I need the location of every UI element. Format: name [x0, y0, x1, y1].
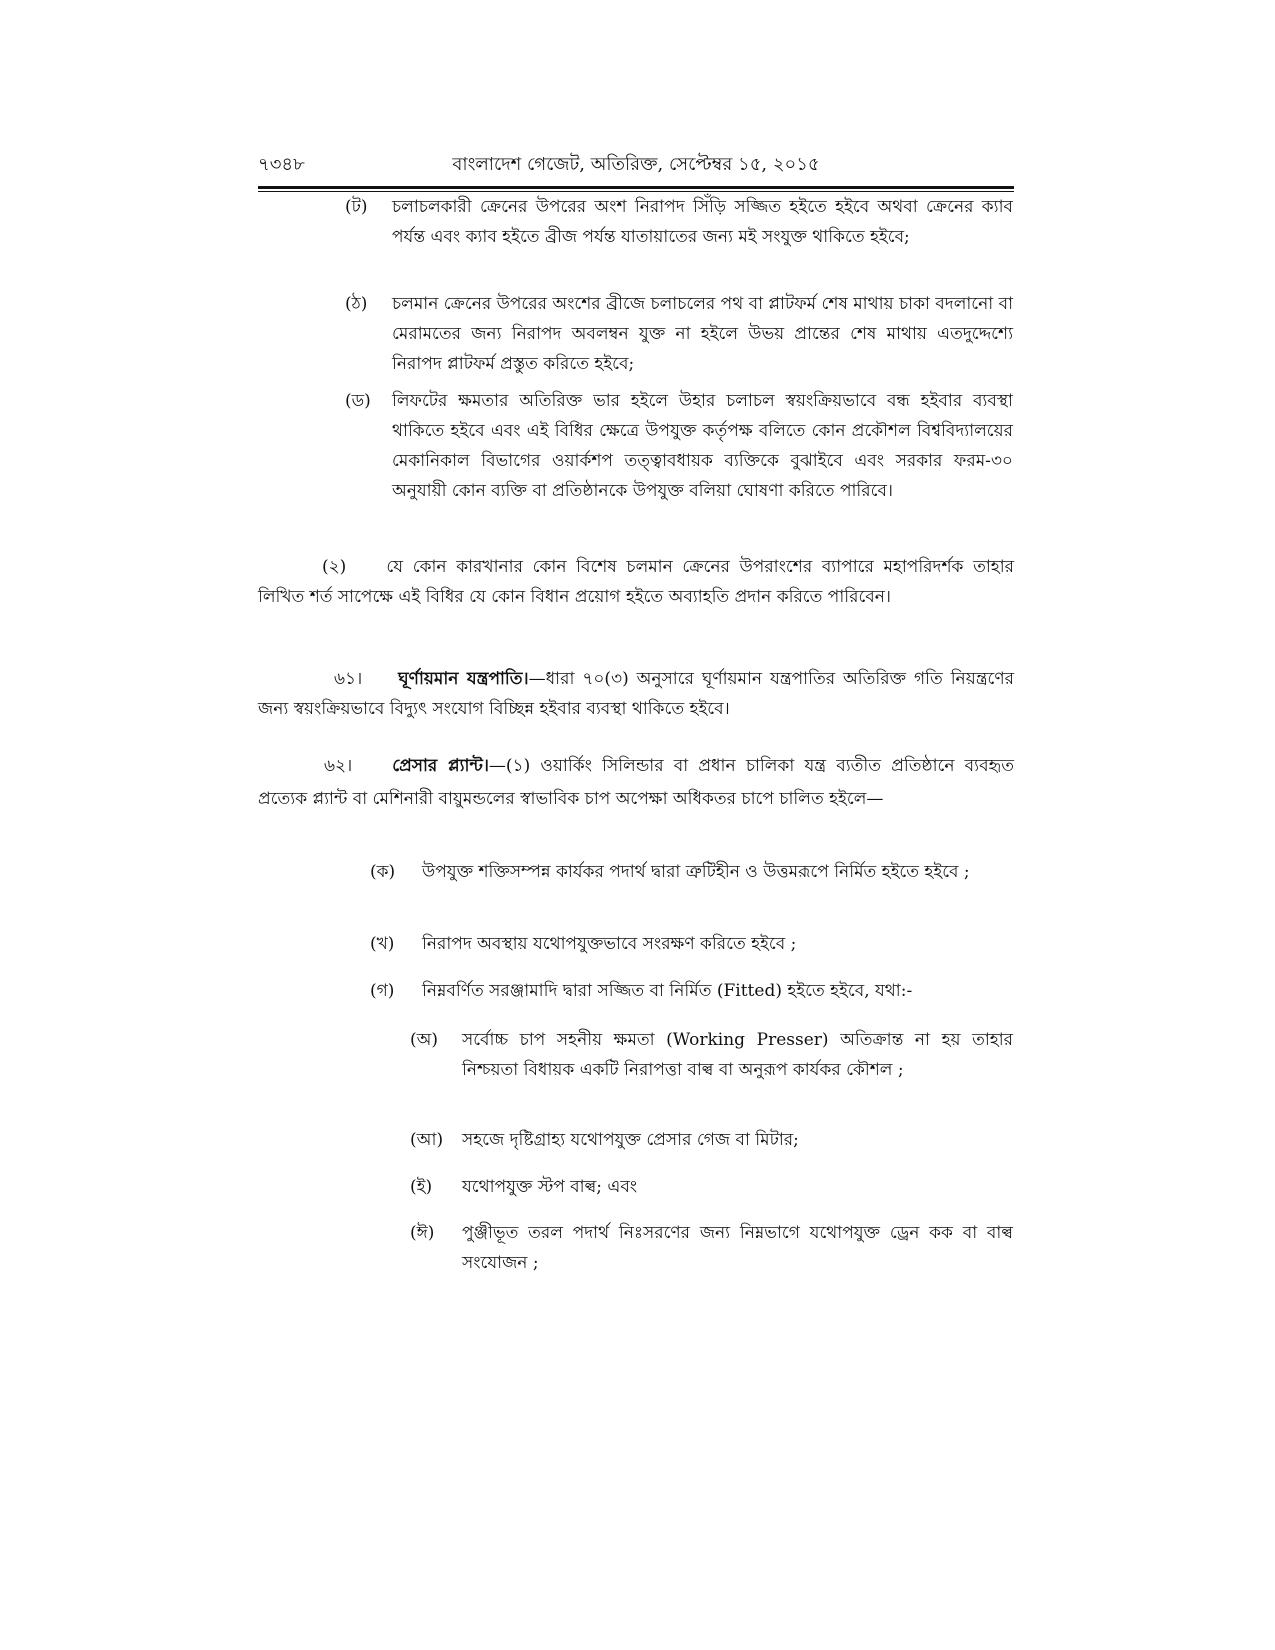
- subclause-text: পুঞ্জীভূত তরল পদার্থ নিঃসরণের জন্য নিম্নভাগে যথোপযুক্ত ড্রেন কক বা বাল্ব সংযোজন ;: [462, 1223, 1013, 1273]
- rule-number: ৬২।: [324, 756, 353, 776]
- clause-ta: [345, 192, 1013, 252]
- subclause-aa: [410, 1125, 1013, 1155]
- clause-text: নিম্নবর্ণিত সরঞ্জামাদি দ্বারা সজ্জিত বা নির্মিত (Fitted) হইতে হইবে, যথা:-: [422, 981, 913, 1001]
- subclause-text: সর্বোচ্চ চাপ সহনীয় ক্ষমতা (Working Presser) অতিক্রান্ত না হয় তাহার নিশ্চয়তা বিধায়ক একটি নিরাপত্তা বাল্ব বা অনুরূপ কার্যকর কৌশল ;: [462, 1030, 1013, 1080]
- subclause-a: [410, 1025, 1013, 1085]
- rule-62: [258, 750, 1014, 816]
- page-number: ৭৩৪৮: [258, 154, 305, 175]
- subclause-text: সহজে দৃষ্টিগ্রাহ্য যথোপযুক্ত প্রেসার গেজ বা মিটার;: [462, 1130, 799, 1150]
- clause-da: [345, 386, 1013, 506]
- page-header: [258, 150, 1014, 182]
- subrule-2: [258, 552, 1014, 612]
- clause-kha: [370, 929, 1013, 959]
- subclause-i: [410, 1172, 1013, 1202]
- rule-61: [258, 664, 1014, 724]
- rule-heading: ঘূর্ণায়মান যন্ত্রপাতি।: [398, 669, 529, 689]
- clause-ga: [370, 976, 1013, 1006]
- gazette-title: বাংলাদেশ গেজেট, অতিরিক্ত, সেপ্টেম্বর ১৫, ২০১৫: [452, 154, 820, 175]
- clause-text: উপযুক্ত শক্তিসম্পন্ন কার্যকর পদার্থ দ্বারা ত্রুটিহীন ও উত্তমরূপে নির্মিত হইতে হইবে ;: [422, 862, 970, 882]
- subclause-text: যথোপযুক্ত স্টপ বাল্ব; এবং: [462, 1177, 638, 1197]
- clause-label: (ড): [345, 391, 371, 411]
- rule-text: —ধারা ৭০(৩) অনুসারে ঘূর্ণায়মান যন্ত্রপাতির অতিরিক্ত গতি নিয়ন্ত্রণের জন্য স্বয়ংক্রিয়ভাবে বিদ্যুৎ সংযোগ বিচ্ছিন্ন হইবার ব্যবস্থা থাকিতে হইবে।: [258, 669, 1014, 719]
- rule-number: ৬১।: [334, 669, 363, 689]
- rule-heading: প্রেসার প্ল্যান্ট।: [392, 756, 489, 776]
- subclause-label: (আ): [410, 1130, 444, 1150]
- clause-text: লিফটের ক্ষমতার অতিরিক্ত ভার হইলে উহার চলাচল স্বয়ংক্রিয়ভাবে বন্ধ হইবার ব্যবস্থা থাকিতে হইবে এবং এই বিধির ক্ষেত্রে উপযুক্ত কর্তৃপক্ষ বলিতে কোন প্রকৌশল বিশ্ববিদ্যালয়ের মেকানিকাল বিভাগের ওয়ার্কশপ তত্ত্বাবধায়ক ব্যক্তিকে বুঝাইবে এবং সরকার ফরম-৩০ অনুযায়ী কোন ব্যক্তি বা প্রতিষ্ঠানকে উপযুক্ত বলিয়া ঘোষণা করিতে পারিবে।: [392, 391, 1013, 501]
- clause-tha: [345, 289, 1013, 379]
- subclause-label: (ঈ): [410, 1223, 435, 1243]
- header-rule-thick: [258, 186, 1014, 189]
- subrule-number: (২): [322, 557, 347, 577]
- clause-label: (ট): [345, 197, 368, 217]
- clause-text: নিরাপদ অবস্থায় যথোপযুক্তভাবে সংরক্ষণ করিতে হইবে ;: [422, 934, 797, 954]
- subrule-text: যে কোন কারখানার কোন বিশেষ চলমান ক্রেনের উপরাংশের ব্যাপারে মহাপরিদর্শক তাহার লিখিত শর্ত সাপেক্ষে এই বিধির যে কোন বিধান প্রয়োগ হইতে অব্যাহতি প্রদান করিতে পারিবেন।: [258, 557, 1014, 607]
- subclause-label: (অ): [410, 1030, 438, 1050]
- clause-label: (খ): [370, 934, 395, 954]
- rule-text: —(১) ওয়ার্কিং সিলিন্ডার বা প্রধান চালিকা যন্ত্র ব্যতীত প্রতিষ্ঠানে ব্যবহৃত প্রত্যেক প্ল্যান্ট বা মেশিনারী বায়ুমন্ডলের স্বাভাবিক চাপ অপেক্ষা অধিকতর চাপে চালিত হইলে—: [258, 756, 1014, 809]
- subclause-ii: [410, 1218, 1013, 1278]
- clause-label: (ক): [370, 862, 396, 882]
- clause-text: চলাচলকারী ক্রেনের উপরের অংশ নিরাপদ সিঁড়ি সজ্জিত হইতে হইবে অথবা ক্রেনের ক্যাব পর্যন্ত এবং ক্যাব হইতে ব্রীজ পর্যন্ত যাতায়াতের জন্য মই সংযুক্ত থাকিতে হইবে;: [392, 197, 1013, 247]
- clause-ka: [370, 857, 1013, 887]
- clause-text: চলমান ক্রেনের উপরের অংশের ব্রীজে চলাচলের পথ বা প্লাটফর্ম শেষ মাথায় চাকা বদলানো বা মেরামতের জন্য নিরাপদ অবলম্বন যুক্ত না হইলে উভয় প্রান্তের শেষ মাথায় এতদুদ্দেশ্যে নিরাপদ প্লাটফর্ম প্রস্তুত করিতে হইবে;: [392, 294, 1013, 374]
- subclause-label: (ই): [410, 1177, 433, 1197]
- clause-label: (ঠ): [345, 294, 368, 314]
- clause-label: (গ): [370, 981, 395, 1001]
